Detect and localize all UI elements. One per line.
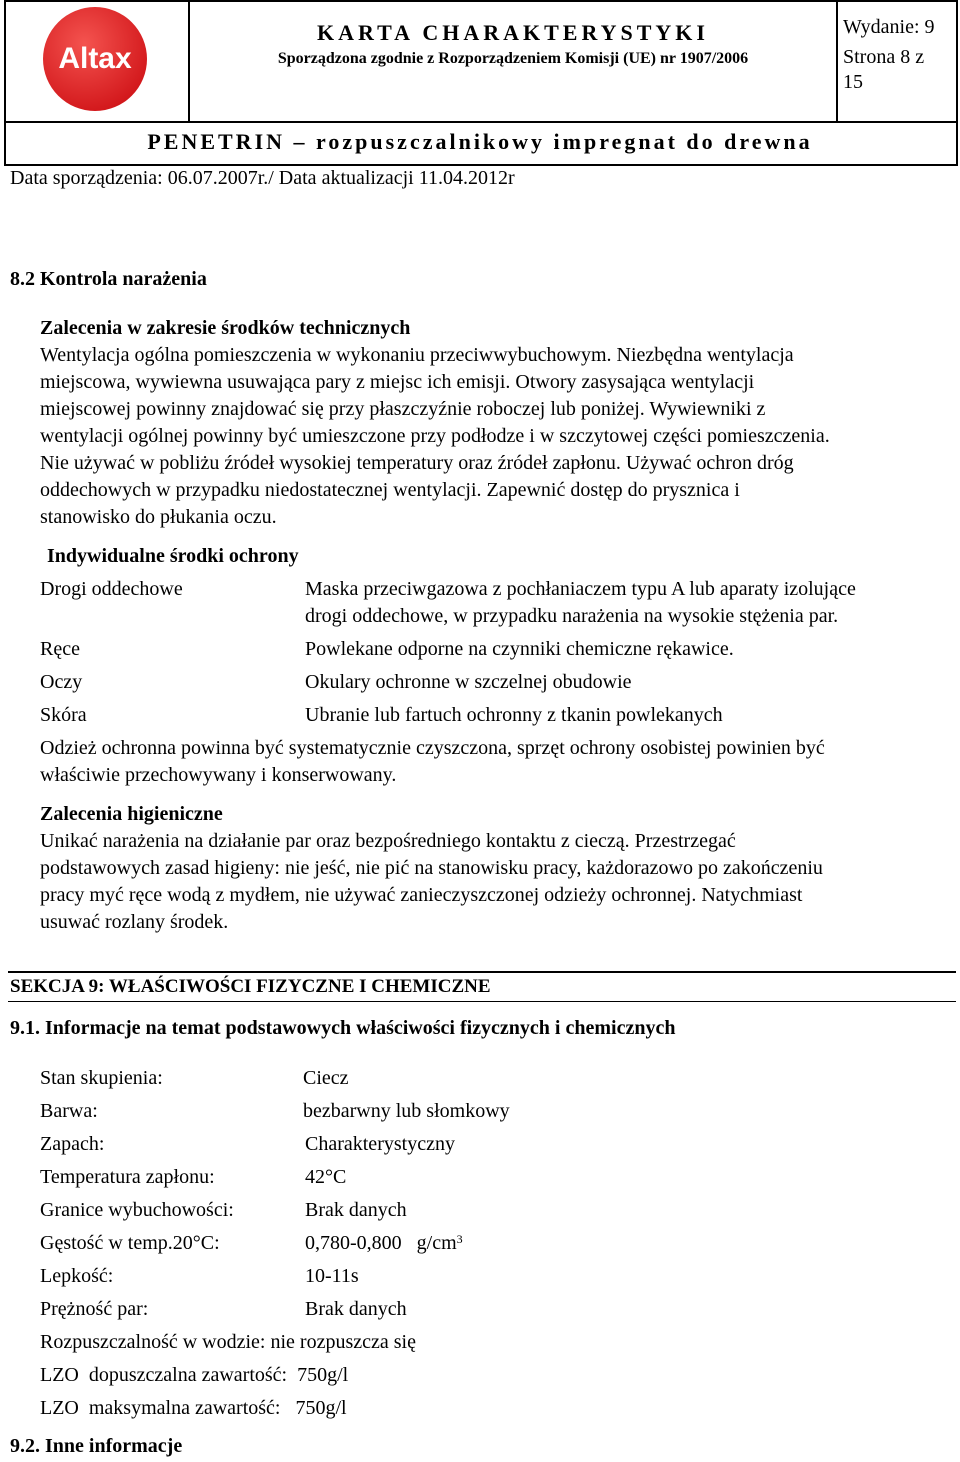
prop-value: Charakterystyczny [305, 1133, 455, 1155]
ppe-label-respiratory: Drogi oddechowe [40, 578, 183, 600]
tech-line: Nie używać w pobliżu źródeł wysokiej temperatury oraz źródeł zapłonu. Używać ochron dróg [40, 452, 794, 474]
tech-line: miejscowa, wywiewna usuwająca pary z miejsc ich emisji. Otwory zasysająca wentylacji [40, 371, 755, 393]
prop-value-density [305, 1230, 463, 1257]
technical-measures-heading: Zalecenia w zakresie środków technicznych [40, 317, 411, 339]
section-9-bottom-rule [8, 1001, 956, 1002]
page-number: Strona 8 z [843, 46, 925, 68]
tech-line: stanowisko do płukania oczu. [40, 506, 277, 528]
voc-max: LZO maksymalna zawartość: 750g/l [40, 1397, 347, 1419]
header-divider-edition [836, 0, 838, 122]
logo-text: Altax [58, 42, 132, 75]
section-9-1-heading: 9.1. Informacje na temat podstawowych właściwości fizycznych i chemicznych [10, 1017, 676, 1039]
ppe-value-hands: Powlekane odporne na czynniki chemiczne rękawice. [305, 638, 734, 660]
prop-label: Granice wybuchowości: [40, 1199, 234, 1221]
hygiene-line: usuwać rozlany środek. [40, 911, 229, 933]
voc-allowed: LZO dopuszczalna zawartość: 750g/l [40, 1364, 349, 1386]
ppe-value-skin: Ubranie lub fartuch ochronny z tkanin powlekanych [305, 704, 723, 726]
prop-label: Barwa: [40, 1100, 98, 1122]
ppe-value-respiratory: Maska przeciwgazowa z pochłaniaczem typu A lub aparaty izolujące [305, 578, 856, 600]
section-9-top-rule [8, 971, 956, 973]
clothing-line: Odzież ochronna powinna być systematycznie czyszczona, sprzęt ochrony osobistej powinien być [40, 737, 825, 759]
prop-value: Ciecz [303, 1067, 349, 1089]
tech-line: wentylacji ogólnej powinny być umieszczone przy podłodze i w szczytowej części pomieszczenia. [40, 425, 830, 447]
hygiene-line: podstawowych zasad higieny: nie jeść, nie pić na stanowisku pracy, każdorazowo po zakończeniu [40, 857, 823, 879]
prop-value: Brak danych [305, 1199, 407, 1221]
tech-line: Wentylacja ogólna pomieszczenia w wykonaniu przeciwwybuchowym. Niezbędna wentylacja [40, 344, 794, 366]
product-name: PENETRIN – rozpuszczalnikowy impregnat do drewna [147, 129, 813, 154]
prop-label: Gęstość w temp.20°C: [40, 1232, 220, 1254]
ppe-heading: Indywidualne środki ochrony [47, 545, 299, 567]
section-9-title: SEKCJA 9: WŁAŚCIWOŚCI FIZYCZNE I CHEMICZNE [10, 976, 491, 997]
prop-value: 10-11s [305, 1265, 359, 1287]
header-divider-horizontal [4, 121, 958, 123]
ppe-label-skin: Skóra [40, 704, 87, 726]
clothing-line: właściwie przechowywany i konserwowany. [40, 764, 397, 786]
prop-label: Zapach: [40, 1133, 105, 1155]
density-value: 0,780-0,800 g/cm [305, 1232, 457, 1254]
hygiene-line: pracy myć ręce wodą z mydłem, nie używać zanieczyszczonej odzieży ochronnej. Natychmiast [40, 884, 803, 906]
prop-label: Temperatura zapłonu: [40, 1166, 215, 1188]
ppe-value-eyes: Okulary ochronne w szczelnej obudowie [305, 671, 632, 693]
prop-label: Stan skupienia: [40, 1067, 163, 1089]
document-dates: Data sporządzenia: 06.07.2007r./ Data aktualizacji 11.04.2012r [10, 167, 515, 189]
document-title: KARTA CHARAKTERYSTYKI [317, 20, 709, 45]
ppe-label-hands: Ręce [40, 638, 80, 660]
ppe-value-respiratory-cont: drogi oddechowe, w przypadku narażenia na wysokie stężenia par. [305, 605, 839, 627]
edition-number: Wydanie: 9 [843, 16, 935, 38]
hygiene-line: Unikać narażenia na działanie par oraz bezpośredniego kontaktu z cieczą. Przestrzegać [40, 830, 736, 852]
prop-value: Brak danych [305, 1298, 407, 1320]
prop-label: Prężność par: [40, 1298, 149, 1320]
ppe-label-eyes: Oczy [40, 671, 83, 693]
hygiene-heading: Zalecenia higieniczne [40, 803, 223, 825]
density-unit-exponent: 3 [456, 1232, 463, 1246]
prop-label: Lepkość: [40, 1265, 114, 1287]
document-subtitle: Sporządzona zgodnie z Rozporządzeniem Komisji (UE) nr 1907/2006 [277, 50, 749, 67]
section-9-2-heading: 9.2. Inne informacje [10, 1435, 183, 1457]
tech-line: oddechowych w przypadku niedostatecznej wentylacji. Zapewnić dostęp do prysznica i [40, 479, 740, 501]
altax-logo [42, 6, 148, 112]
page-total: 15 [843, 71, 863, 93]
tech-line: miejscowej powinny znajdować się przy płaszczyźnie roboczej lub poniżej. Wywiewniki z [40, 398, 766, 420]
section-8-2-heading: 8.2 Kontrola narażenia [10, 268, 207, 290]
solubility: Rozpuszczalność w wodzie: nie rozpuszcza się [40, 1331, 416, 1353]
prop-value: 42°C [305, 1166, 347, 1188]
prop-value: bezbarwny lub słomkowy [303, 1100, 510, 1122]
